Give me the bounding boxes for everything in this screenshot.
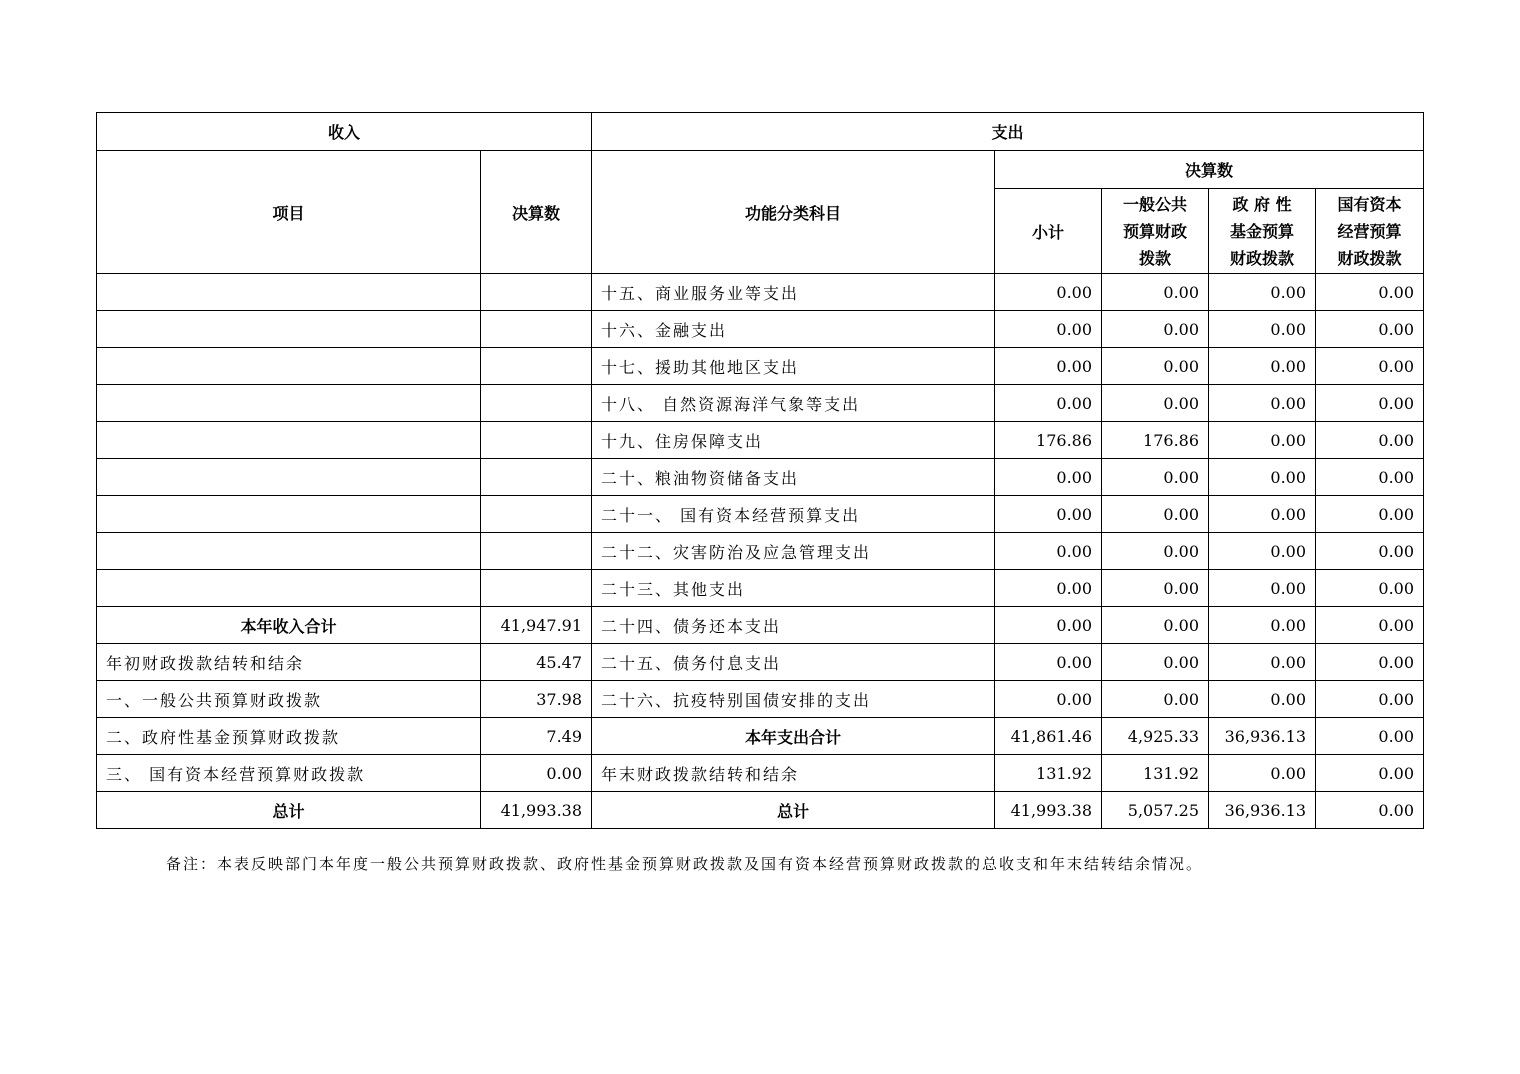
table-row bbox=[97, 607, 1424, 644]
state-capital-value: 0.00 bbox=[1316, 385, 1424, 422]
subtotal-value: 131.92 bbox=[995, 755, 1102, 792]
expense-item: 十九、住房保障支出 bbox=[592, 422, 995, 459]
general-budget-value: 176.86 bbox=[1102, 422, 1209, 459]
state-capital-value: 0.00 bbox=[1316, 274, 1424, 311]
function-category-header: 功能分类科目 bbox=[592, 151, 995, 274]
item-header: 项目 bbox=[97, 151, 481, 274]
income-item: 一、一般公共预算财政拨款 bbox=[97, 681, 481, 718]
table-row bbox=[97, 459, 1424, 496]
state-capital-value: 0.00 bbox=[1316, 607, 1424, 644]
general-budget-value: 0.00 bbox=[1102, 496, 1209, 533]
state-capital-value: 0.00 bbox=[1316, 718, 1424, 755]
gov-fund-value: 0.00 bbox=[1209, 348, 1316, 385]
income-amount bbox=[481, 422, 592, 459]
gov-fund-header bbox=[1209, 189, 1316, 274]
gov-fund-value: 0.00 bbox=[1209, 570, 1316, 607]
state-capital-value: 0.00 bbox=[1316, 570, 1424, 607]
gov-fund-value: 0.00 bbox=[1209, 496, 1316, 533]
income-item bbox=[97, 459, 481, 496]
table-row bbox=[97, 496, 1424, 533]
general-budget-header-line: 拨款 bbox=[1139, 248, 1172, 268]
gov-fund-value: 0.00 bbox=[1209, 681, 1316, 718]
expense-item: 十八、 自然资源海洋气象等支出 bbox=[592, 385, 995, 422]
income-item bbox=[97, 496, 481, 533]
table-row bbox=[97, 570, 1424, 607]
income-amount: 37.98 bbox=[481, 681, 592, 718]
income-item: 年初财政拨款结转和结余 bbox=[97, 644, 481, 681]
income-amount: 41,947.91 bbox=[481, 607, 592, 644]
general-budget-value: 0.00 bbox=[1102, 274, 1209, 311]
income-item: 三、 国有资本经营预算财政拨款 bbox=[97, 755, 481, 792]
expense-item: 二十三、其他支出 bbox=[592, 570, 995, 607]
gov-fund-value: 0.00 bbox=[1209, 274, 1316, 311]
income-amount bbox=[481, 311, 592, 348]
gov-fund-value: 0.00 bbox=[1209, 422, 1316, 459]
state-capital-header bbox=[1316, 189, 1424, 274]
income-item bbox=[97, 311, 481, 348]
expense-item: 十七、援助其他地区支出 bbox=[592, 348, 995, 385]
gov-fund-value: 36,936.13 bbox=[1209, 792, 1316, 829]
table-row bbox=[97, 385, 1424, 422]
expense-item: 年末财政拨款结转和结余 bbox=[592, 755, 995, 792]
table-row bbox=[97, 681, 1424, 718]
gov-fund-value: 0.00 bbox=[1209, 533, 1316, 570]
gov-fund-header-line: 财政拨款 bbox=[1230, 248, 1295, 268]
state-capital-header-line: 财政拨款 bbox=[1337, 248, 1402, 268]
income-item bbox=[97, 570, 481, 607]
income-amount bbox=[481, 496, 592, 533]
subtotal-value: 0.00 bbox=[995, 533, 1102, 570]
general-budget-value: 0.00 bbox=[1102, 311, 1209, 348]
income-total-label: 本年收入合计 bbox=[97, 607, 481, 644]
general-budget-value: 0.00 bbox=[1102, 570, 1209, 607]
expense-item: 十六、金融支出 bbox=[592, 311, 995, 348]
general-budget-header-line: 一般公共 bbox=[1123, 194, 1188, 214]
final-amount-header: 决算数 bbox=[481, 151, 592, 274]
subtotal-value: 41,861.46 bbox=[995, 718, 1102, 755]
income-header: 收入 bbox=[97, 113, 592, 151]
state-capital-value: 0.00 bbox=[1316, 681, 1424, 718]
general-budget-header bbox=[1102, 189, 1209, 274]
general-budget-value: 0.00 bbox=[1102, 644, 1209, 681]
subtotal-value: 0.00 bbox=[995, 459, 1102, 496]
expense-item: 二十二、灾害防治及应急管理支出 bbox=[592, 533, 995, 570]
state-capital-value: 0.00 bbox=[1316, 348, 1424, 385]
budget-table bbox=[96, 112, 1424, 829]
subtotal-value: 0.00 bbox=[995, 274, 1102, 311]
subtotal-value: 0.00 bbox=[995, 570, 1102, 607]
state-capital-value: 0.00 bbox=[1316, 644, 1424, 681]
income-amount bbox=[481, 533, 592, 570]
state-capital-value: 0.00 bbox=[1316, 311, 1424, 348]
state-capital-value: 0.00 bbox=[1316, 533, 1424, 570]
table-row bbox=[97, 755, 1424, 792]
expense-final-header: 决算数 bbox=[995, 151, 1424, 189]
general-budget-value: 131.92 bbox=[1102, 755, 1209, 792]
general-budget-value: 0.00 bbox=[1102, 681, 1209, 718]
income-item bbox=[97, 422, 481, 459]
general-budget-header-line: 预算财政 bbox=[1123, 221, 1188, 241]
expense-item: 二十一、 国有资本经营预算支出 bbox=[592, 496, 995, 533]
state-capital-value: 0.00 bbox=[1316, 755, 1424, 792]
state-capital-value: 0.00 bbox=[1316, 496, 1424, 533]
income-amount bbox=[481, 459, 592, 496]
income-item: 二、政府性基金预算财政拨款 bbox=[97, 718, 481, 755]
gov-fund-value: 36,936.13 bbox=[1209, 718, 1316, 755]
gov-fund-value: 0.00 bbox=[1209, 644, 1316, 681]
general-budget-value: 5,057.25 bbox=[1102, 792, 1209, 829]
income-item bbox=[97, 274, 481, 311]
gov-fund-header-line: 政 府 性 bbox=[1232, 194, 1292, 214]
income-amount bbox=[481, 274, 592, 311]
subtotal-value: 176.86 bbox=[995, 422, 1102, 459]
expense-header: 支出 bbox=[592, 113, 1424, 151]
income-item bbox=[97, 348, 481, 385]
expense-item: 十五、商业服务业等支出 bbox=[592, 274, 995, 311]
gov-fund-value: 0.00 bbox=[1209, 459, 1316, 496]
state-capital-header-line: 国有资本 bbox=[1337, 194, 1402, 214]
table-row bbox=[97, 644, 1424, 681]
state-capital-value: 0.00 bbox=[1316, 459, 1424, 496]
subtotal-value: 0.00 bbox=[995, 681, 1102, 718]
expense-item: 二十、粮油物资储备支出 bbox=[592, 459, 995, 496]
subtotal-value: 0.00 bbox=[995, 496, 1102, 533]
gov-fund-value: 0.00 bbox=[1209, 607, 1316, 644]
gov-fund-value: 0.00 bbox=[1209, 311, 1316, 348]
income-amount: 7.49 bbox=[481, 718, 592, 755]
income-amount: 45.47 bbox=[481, 644, 592, 681]
subtotal-value: 0.00 bbox=[995, 644, 1102, 681]
subtotal-header: 小计 bbox=[995, 189, 1102, 274]
subtotal-value: 0.00 bbox=[995, 385, 1102, 422]
state-capital-header-line: 经营预算 bbox=[1337, 221, 1402, 241]
expense-grand-total-label: 总计 bbox=[592, 792, 995, 829]
income-amount bbox=[481, 385, 592, 422]
general-budget-value: 0.00 bbox=[1102, 348, 1209, 385]
general-budget-value: 0.00 bbox=[1102, 459, 1209, 496]
table-row bbox=[97, 533, 1424, 570]
state-capital-value: 0.00 bbox=[1316, 422, 1424, 459]
footnote: 备注：本表反映部门本年度一般公共预算财政拨款、政府性基金预算财政拨款及国有资本经营预算财政拨款的总收支和年末结转结余情况。 bbox=[166, 855, 1204, 873]
income-item bbox=[97, 385, 481, 422]
income-amount bbox=[481, 570, 592, 607]
expense-item: 二十六、抗疫特别国债安排的支出 bbox=[592, 681, 995, 718]
expense-item: 二十四、债务还本支出 bbox=[592, 607, 995, 644]
subtotal-value: 0.00 bbox=[995, 607, 1102, 644]
general-budget-value: 0.00 bbox=[1102, 533, 1209, 570]
table-row bbox=[97, 311, 1424, 348]
general-budget-value: 0.00 bbox=[1102, 607, 1209, 644]
table-row bbox=[97, 348, 1424, 385]
income-amount: 41,993.38 bbox=[481, 792, 592, 829]
gov-fund-header-line: 基金预算 bbox=[1230, 221, 1295, 241]
state-capital-value: 0.00 bbox=[1316, 792, 1424, 829]
gov-fund-value: 0.00 bbox=[1209, 385, 1316, 422]
table-row bbox=[97, 422, 1424, 459]
subtotal-value: 0.00 bbox=[995, 311, 1102, 348]
gov-fund-value: 0.00 bbox=[1209, 755, 1316, 792]
general-budget-value: 4,925.33 bbox=[1102, 718, 1209, 755]
income-item bbox=[97, 533, 481, 570]
expense-item: 二十五、债务付息支出 bbox=[592, 644, 995, 681]
table-row bbox=[97, 792, 1424, 829]
subtotal-value: 0.00 bbox=[995, 348, 1102, 385]
general-budget-value: 0.00 bbox=[1102, 385, 1209, 422]
expense-total-label: 本年支出合计 bbox=[592, 718, 995, 755]
table-row bbox=[97, 718, 1424, 755]
subtotal-value: 41,993.38 bbox=[995, 792, 1102, 829]
table-row bbox=[97, 274, 1424, 311]
income-grand-total-label: 总计 bbox=[97, 792, 481, 829]
income-amount: 0.00 bbox=[481, 755, 592, 792]
income-amount bbox=[481, 348, 592, 385]
